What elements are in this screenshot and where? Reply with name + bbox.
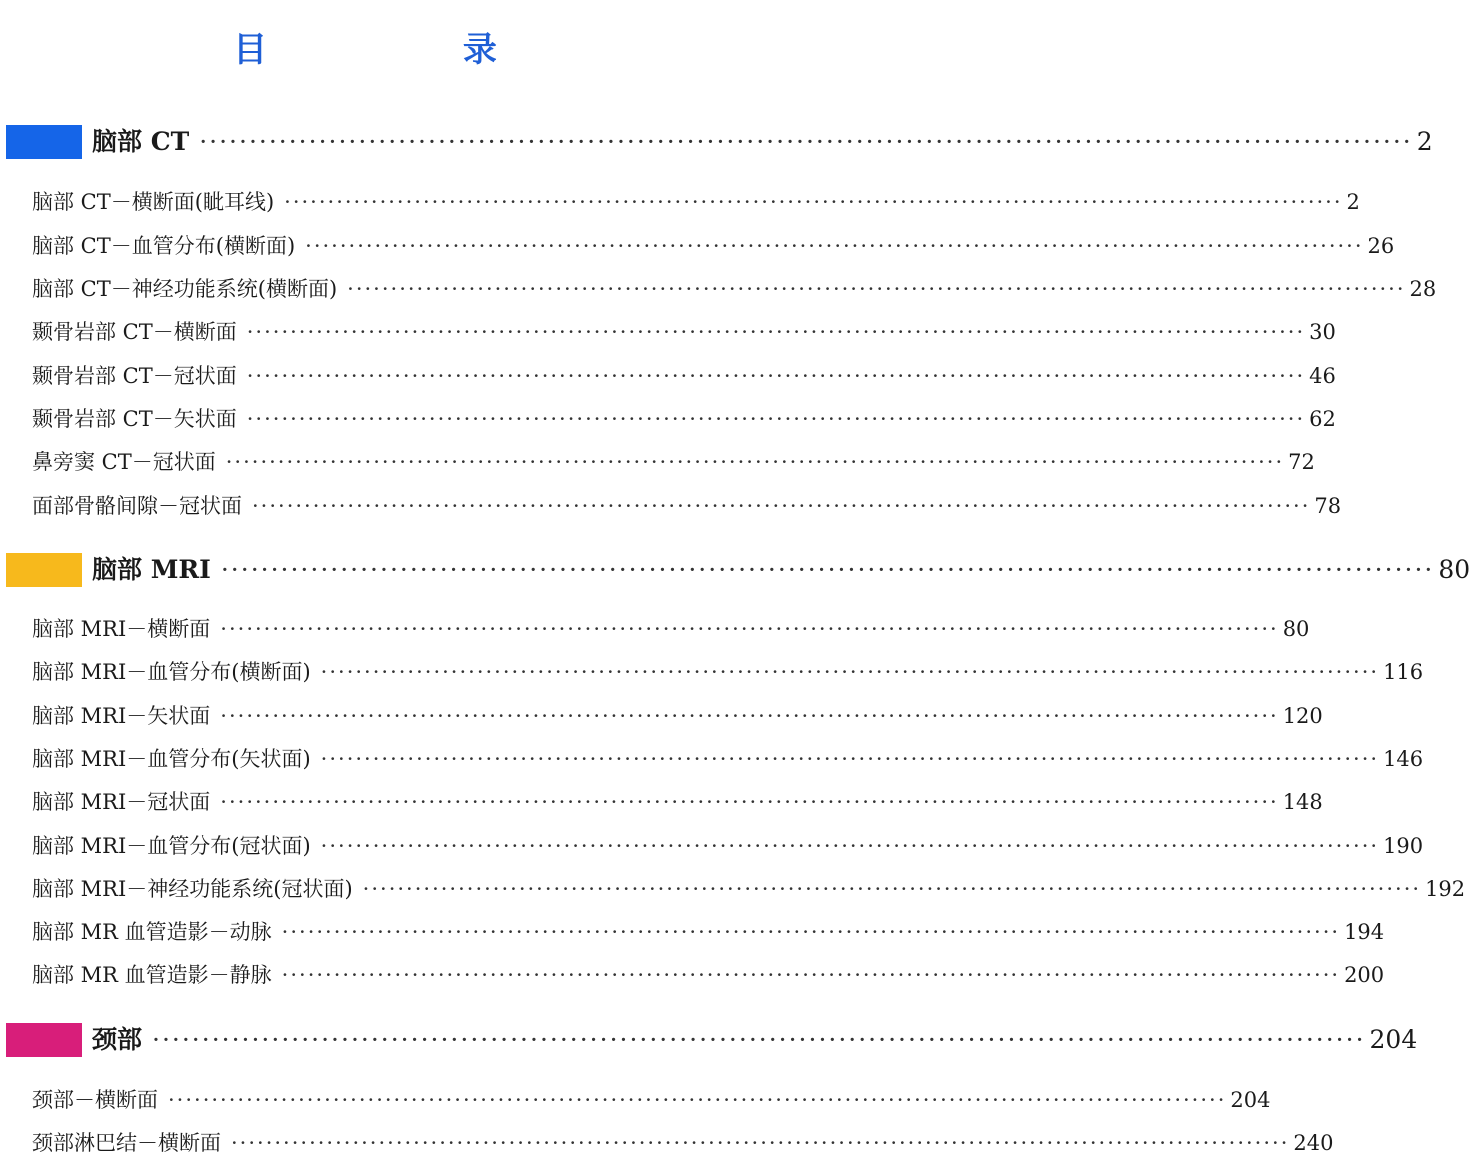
page-number: 2 xyxy=(1416,127,1433,156)
page-number: 26 xyxy=(1367,234,1395,258)
leader-dots: ·························································································································· xyxy=(281,920,1341,944)
toc-entry[interactable] xyxy=(32,786,1323,818)
toc-entry[interactable] xyxy=(32,656,1424,688)
page-number: 240 xyxy=(1293,1131,1334,1155)
page-number: 72 xyxy=(1288,450,1315,474)
toc-entry[interactable] xyxy=(32,743,1424,775)
entry-title: 面部骨骼间隙－冠状面 xyxy=(32,494,242,518)
leader-dots: ·························································································································· xyxy=(305,234,1364,258)
leader-dots: ·························································································································· xyxy=(362,877,1422,901)
leader-dots: ·························································································································· xyxy=(152,1025,1366,1054)
leader-dots: ·························································································································· xyxy=(199,127,1413,156)
entry-title: 脑部 MRI－冠状面 xyxy=(32,790,211,814)
page-number: 120 xyxy=(1282,704,1323,728)
page-number: 192 xyxy=(1425,877,1466,901)
toc-entry[interactable] xyxy=(32,916,1385,948)
leader-dots: ·························································································································· xyxy=(220,555,1435,584)
toc-entry[interactable] xyxy=(32,186,1360,218)
leader-dots: ·························································································································· xyxy=(246,364,1306,388)
section-title: 脑部 CT xyxy=(92,127,190,156)
toc-entry[interactable] xyxy=(32,1084,1271,1116)
leader-dots: ·························································································································· xyxy=(252,494,1311,518)
toc-entry[interactable] xyxy=(32,613,1310,645)
page-number: 62 xyxy=(1309,407,1336,431)
entry-title: 脑部 MRI－横断面 xyxy=(32,617,211,641)
entry-title: 脑部 CT－血管分布(横断面) xyxy=(32,234,296,258)
toc-entry[interactable] xyxy=(32,1127,1334,1159)
entry-title: 颞骨岩部 CT－横断面 xyxy=(32,320,237,344)
page-number: 80 xyxy=(1282,617,1310,641)
toc-entry[interactable] xyxy=(32,316,1336,348)
leader-dots: ·························································································································· xyxy=(231,1131,1290,1155)
toc-entry[interactable] xyxy=(32,446,1315,478)
section-color-swatch xyxy=(6,553,82,587)
section-neck[interactable] xyxy=(6,1018,1418,1062)
entry-title: 鼻旁窦 CT－冠状面 xyxy=(32,450,216,474)
entry-title: 脑部 MRI－神经功能系统(冠状面) xyxy=(32,877,353,901)
leader-dots: ·························································································································· xyxy=(320,834,1380,858)
leader-dots: ·························································································································· xyxy=(246,407,1306,431)
leader-dots: ·························································································································· xyxy=(281,963,1341,987)
page-number: 78 xyxy=(1314,494,1342,518)
toc-entry[interactable] xyxy=(32,830,1424,862)
section-title: 颈部 xyxy=(92,1025,143,1054)
section-brain-ct[interactable] xyxy=(6,120,1433,164)
leader-dots: ·························································································································· xyxy=(246,320,1306,344)
leader-dots: ·························································································································· xyxy=(284,190,1343,214)
entry-title: 脑部 CT－横断面(眦耳线) xyxy=(32,190,275,214)
leader-dots: ·························································································································· xyxy=(225,450,1285,474)
entry-title: 脑部 MR 血管造影－动脉 xyxy=(32,920,272,944)
entry-title: 脑部 MRI－矢状面 xyxy=(32,704,211,728)
leader-dots: ·························································································································· xyxy=(347,277,1406,301)
page-number: 46 xyxy=(1309,364,1336,388)
leader-dots: ·························································································································· xyxy=(220,617,1279,641)
leader-dots: ·························································································································· xyxy=(320,747,1380,771)
page-title: 目 录 xyxy=(233,30,589,70)
section-color-swatch xyxy=(6,125,82,159)
section-brain-mri[interactable] xyxy=(6,548,1470,592)
section-color-swatch xyxy=(6,1023,82,1057)
toc-entry[interactable] xyxy=(32,230,1395,262)
toc-entry[interactable] xyxy=(32,959,1385,991)
toc-entry[interactable] xyxy=(32,273,1437,305)
toc-entry[interactable] xyxy=(32,873,1466,905)
page-number: 194 xyxy=(1344,920,1385,944)
entry-title: 颈部淋巴结－横断面 xyxy=(32,1131,221,1155)
entry-title: 脑部 MR 血管造影－静脉 xyxy=(32,963,272,987)
leader-dots: ·························································································································· xyxy=(168,1088,1227,1112)
leader-dots: ·························································································································· xyxy=(320,660,1380,684)
section-title: 脑部 MRI xyxy=(92,555,211,584)
entry-title: 颈部－横断面 xyxy=(32,1088,158,1112)
page-number: 116 xyxy=(1383,660,1424,684)
page-number: 190 xyxy=(1383,834,1424,858)
page-number: 30 xyxy=(1309,320,1336,344)
leader-dots: ·························································································································· xyxy=(220,790,1279,814)
page-number: 204 xyxy=(1369,1025,1418,1054)
entry-title: 脑部 MRI－血管分布(矢状面) xyxy=(32,747,311,771)
page-number: 200 xyxy=(1344,963,1385,987)
page-number: 204 xyxy=(1230,1088,1271,1112)
page-number: 148 xyxy=(1282,790,1323,814)
entry-title: 脑部 MRI－血管分布(横断面) xyxy=(32,660,311,684)
toc-entry[interactable] xyxy=(32,490,1342,522)
page-number: 28 xyxy=(1409,277,1437,301)
entry-title: 颞骨岩部 CT－冠状面 xyxy=(32,364,237,388)
page-number: 146 xyxy=(1383,747,1424,771)
entry-title: 颞骨岩部 CT－矢状面 xyxy=(32,407,237,431)
toc-entry[interactable] xyxy=(32,403,1336,435)
entry-title: 脑部 CT－神经功能系统(横断面) xyxy=(32,277,338,301)
page-number: 80 xyxy=(1438,555,1470,584)
toc-entry[interactable] xyxy=(32,360,1336,392)
entry-title: 脑部 MRI－血管分布(冠状面) xyxy=(32,834,311,858)
page-number: 2 xyxy=(1346,190,1360,214)
leader-dots: ·························································································································· xyxy=(220,704,1279,728)
toc-entry[interactable] xyxy=(32,700,1323,732)
